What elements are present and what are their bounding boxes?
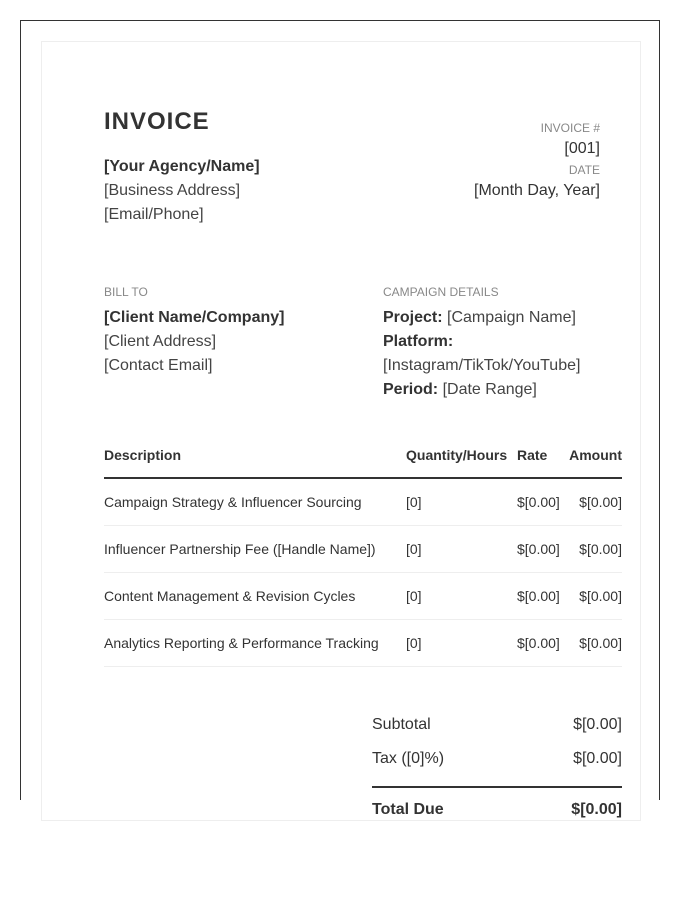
row-amount: $[0.00] xyxy=(569,526,622,573)
row-rate: $[0.00] xyxy=(517,573,569,620)
row-quantity: [0] xyxy=(406,526,517,573)
row-rate: $[0.00] xyxy=(517,620,569,667)
invoice-sheet xyxy=(41,41,641,821)
totals-block xyxy=(372,708,622,832)
sender-contact: [Email/Phone] xyxy=(104,206,204,223)
total-due-value: $[0.00] xyxy=(571,801,622,818)
row-description: Influencer Partnership Fee ([Handle Name]) xyxy=(104,526,406,573)
subtotal-label: Subtotal xyxy=(372,716,431,733)
project-value: [Campaign Name] xyxy=(447,309,576,326)
tax-row xyxy=(372,742,622,776)
campaign-platform-label-line xyxy=(383,333,453,351)
row-amount: $[0.00] xyxy=(569,620,622,667)
client-address: [Client Address] xyxy=(104,333,217,350)
platform-value: [Instagram/TikTok/YouTube] xyxy=(383,357,581,374)
row-description: Content Management & Revision Cycles xyxy=(104,573,406,620)
subtotal-value: $[0.00] xyxy=(573,716,622,733)
period-label: Period: xyxy=(383,381,439,398)
row-quantity: [0] xyxy=(406,620,517,667)
campaign-period xyxy=(383,381,537,399)
date-value: [Month Day, Year] xyxy=(474,182,600,199)
invoice-number-label: INVOICE # xyxy=(540,121,600,135)
sender-address: [Business Address] xyxy=(104,182,241,199)
table-row xyxy=(104,478,622,526)
platform-label: Platform: xyxy=(383,333,454,350)
row-quantity: [0] xyxy=(406,573,517,620)
table-header-row xyxy=(104,447,622,478)
row-quantity: [0] xyxy=(406,478,517,526)
client-email: [Contact Email] xyxy=(104,357,213,374)
tax-label: Tax ([0]%) xyxy=(372,750,445,767)
row-rate: $[0.00] xyxy=(517,478,569,526)
subtotal-row xyxy=(372,708,622,742)
bill-to-label: BILL TO xyxy=(104,285,148,299)
total-due-row xyxy=(372,788,622,832)
header-description: Description xyxy=(104,447,406,478)
row-amount: $[0.00] xyxy=(569,478,622,526)
client-name: [Client Name/Company] xyxy=(104,309,285,326)
header-amount: Amount xyxy=(569,447,622,478)
table-row xyxy=(104,573,622,620)
total-due-label: Total Due xyxy=(372,801,444,818)
project-label: Project: xyxy=(383,309,443,326)
row-amount: $[0.00] xyxy=(569,573,622,620)
campaign-project xyxy=(383,309,576,327)
period-value: [Date Range] xyxy=(442,381,537,398)
invoice-number-value: [001] xyxy=(564,140,600,157)
line-items-table xyxy=(104,447,622,667)
header-quantity: Quantity/Hours xyxy=(406,447,517,478)
row-description: Campaign Strategy & Influencer Sourcing xyxy=(104,478,406,526)
table-row xyxy=(104,620,622,667)
invoice-title: INVOICE xyxy=(104,108,210,135)
sender-name: [Your Agency/Name] xyxy=(104,158,260,175)
header-rate: Rate xyxy=(517,447,569,478)
campaign-details-label: CAMPAIGN DETAILS xyxy=(383,285,499,299)
page-frame xyxy=(20,20,660,818)
row-description: Analytics Reporting & Performance Tracking xyxy=(104,620,406,667)
row-rate: $[0.00] xyxy=(517,526,569,573)
date-label: DATE xyxy=(568,163,600,177)
table-row xyxy=(104,526,622,573)
tax-value: $[0.00] xyxy=(573,750,622,767)
